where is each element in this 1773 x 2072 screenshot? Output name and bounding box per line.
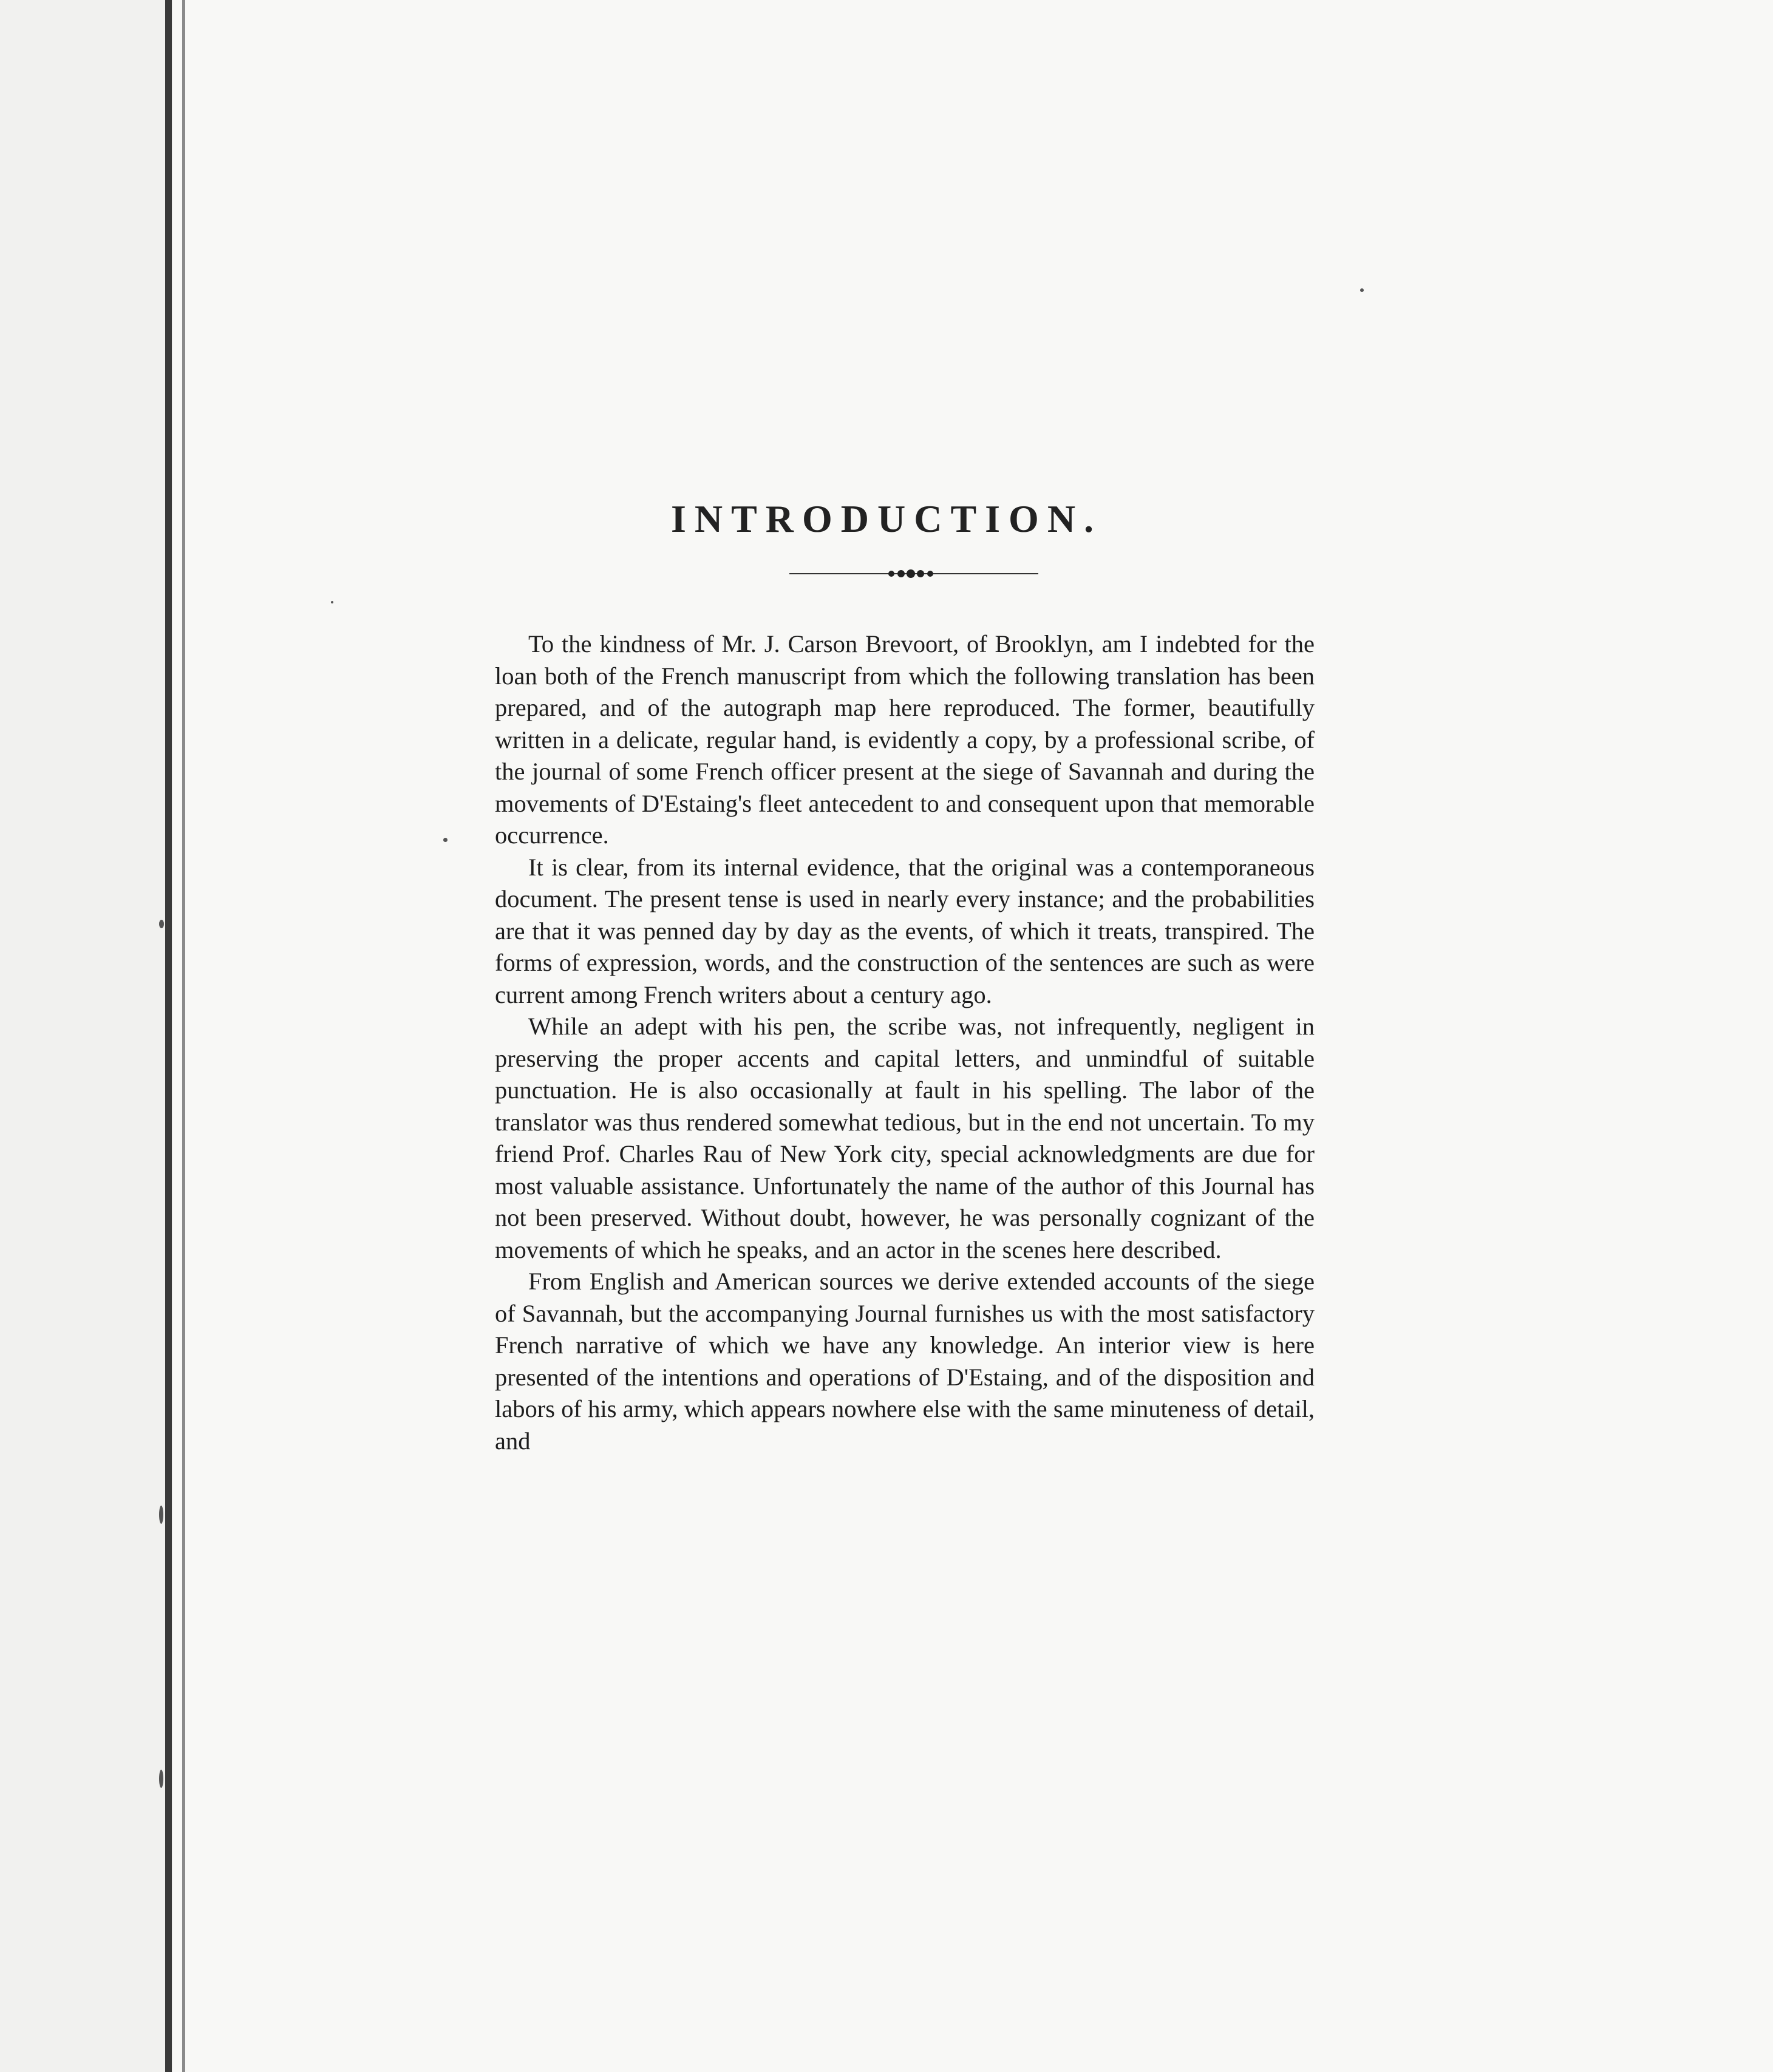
scan-speck [159, 1506, 163, 1524]
scan-speck [443, 838, 448, 842]
paragraph-2: It is clear, from its internal evidence, that the original was a contemporaneous document. The present tense is used in nearly every instance; and the probabilities are that it was penned day by day as the events, of which it treats, transpired. The forms of expression, words, and the construction of the sentences are such as were current among French writers about a century ago. [495, 853, 1315, 1008]
scan-speck [331, 601, 333, 603]
introduction-body [495, 628, 1315, 1457]
binding-edge-line [165, 0, 172, 2072]
page-title: INTRODUCTION. [670, 497, 1103, 540]
binding-margin [0, 0, 173, 2072]
paragraph-1: To the kindness of Mr. J. Carson Brevoort, of Brooklyn, am I indebted for the loan both of the French manuscript from which the following translation has been prepared, and of the autograph map here reproduced. The former, beautifully written in a delicate, regular hand, is evidently a copy, by a professional scribe, of the journal of some French officer present at the siege of Savannah and during the movements of D'Estaing's fleet antecedent to and consequent upon that memorable occurrence. [495, 630, 1315, 849]
scan-speck [1360, 288, 1364, 292]
scan-speck [159, 920, 164, 928]
paragraph-3: While an adept with his pen, the scribe was, not infrequently, negligent in preserving the proper accents and capital letters, and unmindful of suitable punctuation. He is also occasionally at fault in his spelling. The labor of the translator was thus rendered somewhat tedious, but in the end not uncertain. To my friend Prof. Charles Rau of New York city, special acknowledgments are due for most valuable assistance. Unfortunately the name of the author of this Journal has not been preserved. Without doubt, however, he was personally cognizant of the movements of which he speaks, and an actor in the scenes here described. [495, 1013, 1315, 1263]
paragraph-4: From English and American sources we derive extended accounts of the siege of Savannah, but the accompanying Journal furnishes us with the most satisfactory French narrative of which we have any knowledge. An interior view is here presented of the intentions and operations of D'Estaing, and of the disposition and labors of his army, which appears nowhere else with the same minuteness of detail, and [495, 1268, 1315, 1455]
scan-speck [159, 1770, 163, 1788]
title-ornament-rule [789, 568, 1038, 580]
binding-edge-shadow [182, 0, 185, 2072]
